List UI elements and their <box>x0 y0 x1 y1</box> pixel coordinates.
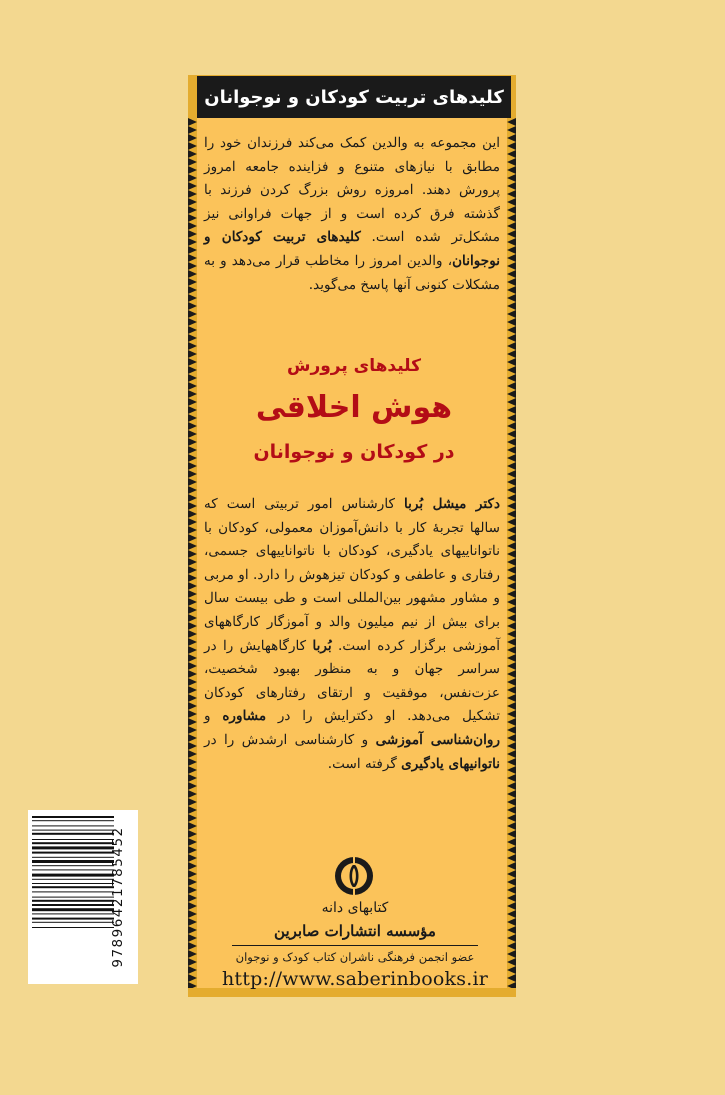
barcode-bar <box>32 886 114 888</box>
intro-text-1: این مجموعه به والدین کمک می‌کند فرزندان خود را مطابق با نیازهای متنوع و فزاینده جامعه امروز پرورش دهند. امروزه روش بزرگ کردن فرزند با گذشته فرق کرده است و از جهات فراوانی نیز مشکل‌تر شده است. <box>204 135 500 246</box>
barcode-bar <box>32 918 114 920</box>
intro-text-2: ، والدین امروز را مخاطب قرار می‌دهد و به مشکلات کنونی آنها پاسخ می‌گوید. <box>204 252 500 293</box>
barcode-bar <box>32 825 114 826</box>
intro-paragraph <box>204 132 500 297</box>
barcode-bar <box>32 820 114 821</box>
book-title-line-1: کلیدهای پرورش <box>286 356 422 376</box>
barcode-bar <box>32 816 114 818</box>
intro-series-name: کلیدهای تربیت کودکان و نوجوانان <box>204 229 500 269</box>
bio-field-learning-disabilities: ناتوانیهای یادگیری <box>401 755 500 772</box>
book-title-main: هوش اخلاقی <box>255 390 453 425</box>
barcode-bar <box>32 830 114 831</box>
publisher-website: http://www.saberinbooks.ir <box>221 968 489 990</box>
barcode-bar <box>32 833 114 835</box>
bio-text-2: کارگاههایش را در سراسر جهان و به منظور بهبود شخصیت، عزت‌نفس، موفقیت و ارتقای رفتارهای کودکان تشکیل می‌دهد. او دکترایش را در <box>204 637 500 725</box>
barcode-bar <box>32 869 114 870</box>
barcode-bar <box>32 922 114 923</box>
barcode-bar <box>32 904 114 906</box>
isbn-number: 9789642178545​2 <box>110 826 126 968</box>
saberin-logo-icon <box>333 855 375 897</box>
barcode-bar <box>32 857 114 858</box>
bio-text-5: گرفته است. <box>327 755 402 772</box>
bio-text-4: و کارشناسی ارشدش را در <box>204 731 376 748</box>
barcode-bar <box>32 860 114 863</box>
bio-text-1: کارشناس امور تربیتی است که سالها تجربهٔ کار با دانش‌آموزان معمولی، کودکان با ناتواناییهای یادگیری، کودکان با ناتواناییهای جسمی، رفتاری و عاطفی و کودکان تیزهوش را دارد. او مربی و مشاور مشهور بین‌المللی است و طی بیست سال برای بیش از نیم میلیون والد و آموزگار کارگاههای آموزشی برگزار کرده است. <box>204 496 500 654</box>
publisher-membership: عضو انجمن فرهنگی ناشران کتاب کودک و نوجوان <box>235 950 475 964</box>
barcode-bar <box>32 879 114 880</box>
author-bio-paragraph <box>204 493 500 776</box>
publisher-name: مؤسسه انتشارات صابرین <box>274 922 436 940</box>
bio-field-educational-psychology: روان‌شناسی آموزشی <box>375 731 501 748</box>
barcode-bar <box>32 891 114 892</box>
barcode-bar <box>32 839 114 840</box>
author-name: دکتر میشل بُربا <box>404 496 500 512</box>
series-title-banner <box>197 76 511 118</box>
barcode-bar <box>32 927 114 928</box>
barcode-bar <box>32 913 114 914</box>
series-title: کلیدهای تربیت کودکان و نوجوانان <box>204 86 504 108</box>
publisher-divider <box>232 945 478 946</box>
barcode-bar <box>32 852 114 854</box>
barcode-bar <box>32 908 114 911</box>
barcode-bar <box>32 897 114 898</box>
barcode-bar <box>32 865 114 866</box>
bio-field-counseling: مشاوره <box>222 708 267 725</box>
barcode-bar <box>32 874 114 877</box>
barcode-bar <box>32 842 114 844</box>
author-surname: بُربا <box>312 637 332 654</box>
barcode-bar <box>32 846 114 849</box>
bio-text-3: و <box>204 708 223 725</box>
series-name: کتابهای دانه <box>321 900 389 916</box>
barcode-bar <box>32 883 114 884</box>
zigzag-border-left <box>188 118 197 988</box>
barcode-bar <box>32 900 114 902</box>
book-title-line-3: در کودکان و نوجوانان <box>253 441 455 463</box>
zigzag-border-right <box>507 118 516 988</box>
